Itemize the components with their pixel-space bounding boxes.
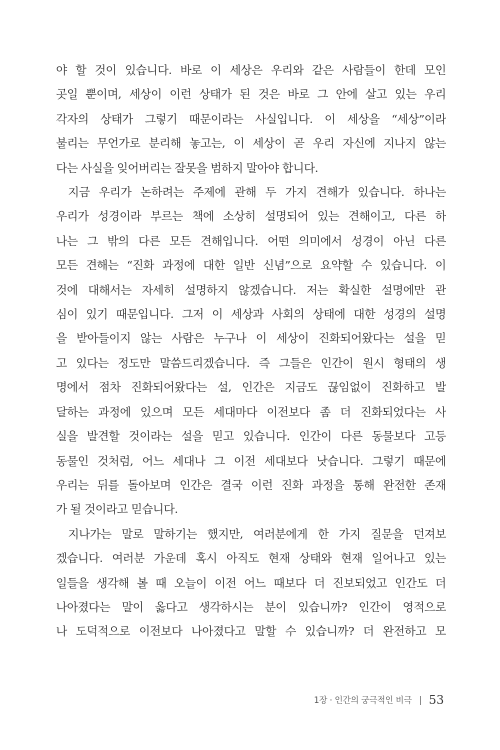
page-number: 53	[428, 693, 444, 707]
text-line: 실을 발견할 것이라는 설을 믿고 있습니다. 인간이 다른 동물보다 고등	[56, 429, 446, 444]
text-line: 우리는 뒤를 돌아보며 인간은 결국 이런 진화 과정을 통해 완전한 존재	[56, 477, 446, 492]
text-line: 모든 견해는 “진화 과정에 대한 일반 신념”으로 요약할 수 있습니다. 이	[56, 258, 446, 273]
text-line: 심이 있기 때문입니다. 그저 이 세상과 사회의 상태에 대한 성경의 설명	[56, 307, 446, 322]
paragraph-3	[56, 522, 446, 644]
text-line: 곳일 뿐이며, 세상이 이런 상태가 된 것은 바로 그 안에 살고 있는 우리	[56, 87, 446, 102]
text-line: 달하는 과정에 있으며 모든 세대마다 이전보다 좀 더 진화되었다는 사	[56, 404, 446, 419]
text-line: 동물인 것처럼, 어느 세대나 그 이전 세대보다 낫습니다. 그렇기 때문에	[56, 453, 446, 468]
text-line: 각자의 상태가 그렇기 때문이라는 사실입니다. 이 세상을 “세상”이라	[56, 111, 446, 126]
text-line: 야 할 것이 있습니다. 바로 이 세상은 우리와 같은 사람들이 한데 모인	[56, 63, 446, 77]
text-line: 일들을 생각해 볼 때 오늘이 이전 어느 때보다 더 진보되었고 인간도 더	[56, 575, 446, 590]
text-line: 을 받아들이지 않는 사람은 누구나 이 세상이 진화되어왔다는 설을 믿	[56, 331, 446, 346]
text-line: 지나가는 말로 말하기는 했지만, 여러분에게 한 가지 질문을 던져보	[68, 526, 446, 541]
text-line: 고 있다는 정도만 말씀드리겠습니다. 즉 그들은 인간이 원시 형태의 생	[56, 355, 446, 370]
footer-divider	[420, 696, 421, 705]
text-line: 명에서 점차 진화되어왔다는 설, 인간은 지금도 끊임없이 진화하고 발	[56, 380, 446, 395]
text-line: 것에 대해서는 자세히 설명하지 않겠습니다. 저는 확실한 설명에만 관	[56, 282, 446, 297]
paragraph-2	[56, 180, 446, 522]
text-line: 나 도덕적으로 이전보다 나아졌다고 말할 수 있습니까? 더 완전하고 모	[56, 624, 446, 639]
body-text	[56, 58, 446, 644]
paragraph-1	[56, 58, 446, 180]
page-footer	[314, 690, 444, 710]
text-line: 가 될 것이라고 믿습니다.	[56, 502, 178, 517]
text-line: 다는 사실을 잊어버리는 잘못을 범하지 말아야 합니다.	[56, 160, 319, 175]
text-line: 겠습니다. 여러분 가운데 혹시 아직도 현재 상태와 현재 일어나고 있는	[56, 551, 446, 566]
text-line: 나는 그 밖의 다른 모든 견해입니다. 어떤 의미에서 성경이 아닌 다른	[56, 233, 446, 248]
running-head: 1장 · 인간의 궁극적인 비극	[313, 696, 412, 706]
text-line: 지금 우리가 논하려는 주제에 관해 두 가지 견해가 있습니다. 하나는	[68, 185, 446, 200]
text-line: 나아졌다는 말이 옳다고 생각하시는 분이 있습니까? 인간이 영적으로	[56, 599, 446, 614]
text-line: 우리가 성경이라 부르는 책에 소상히 설명되어 있는 견해이고, 다른 하	[56, 209, 446, 224]
text-line: 불리는 무언가로 분리해 놓고는, 이 세상이 곧 우리 자신에 지나지 않는	[56, 136, 446, 151]
